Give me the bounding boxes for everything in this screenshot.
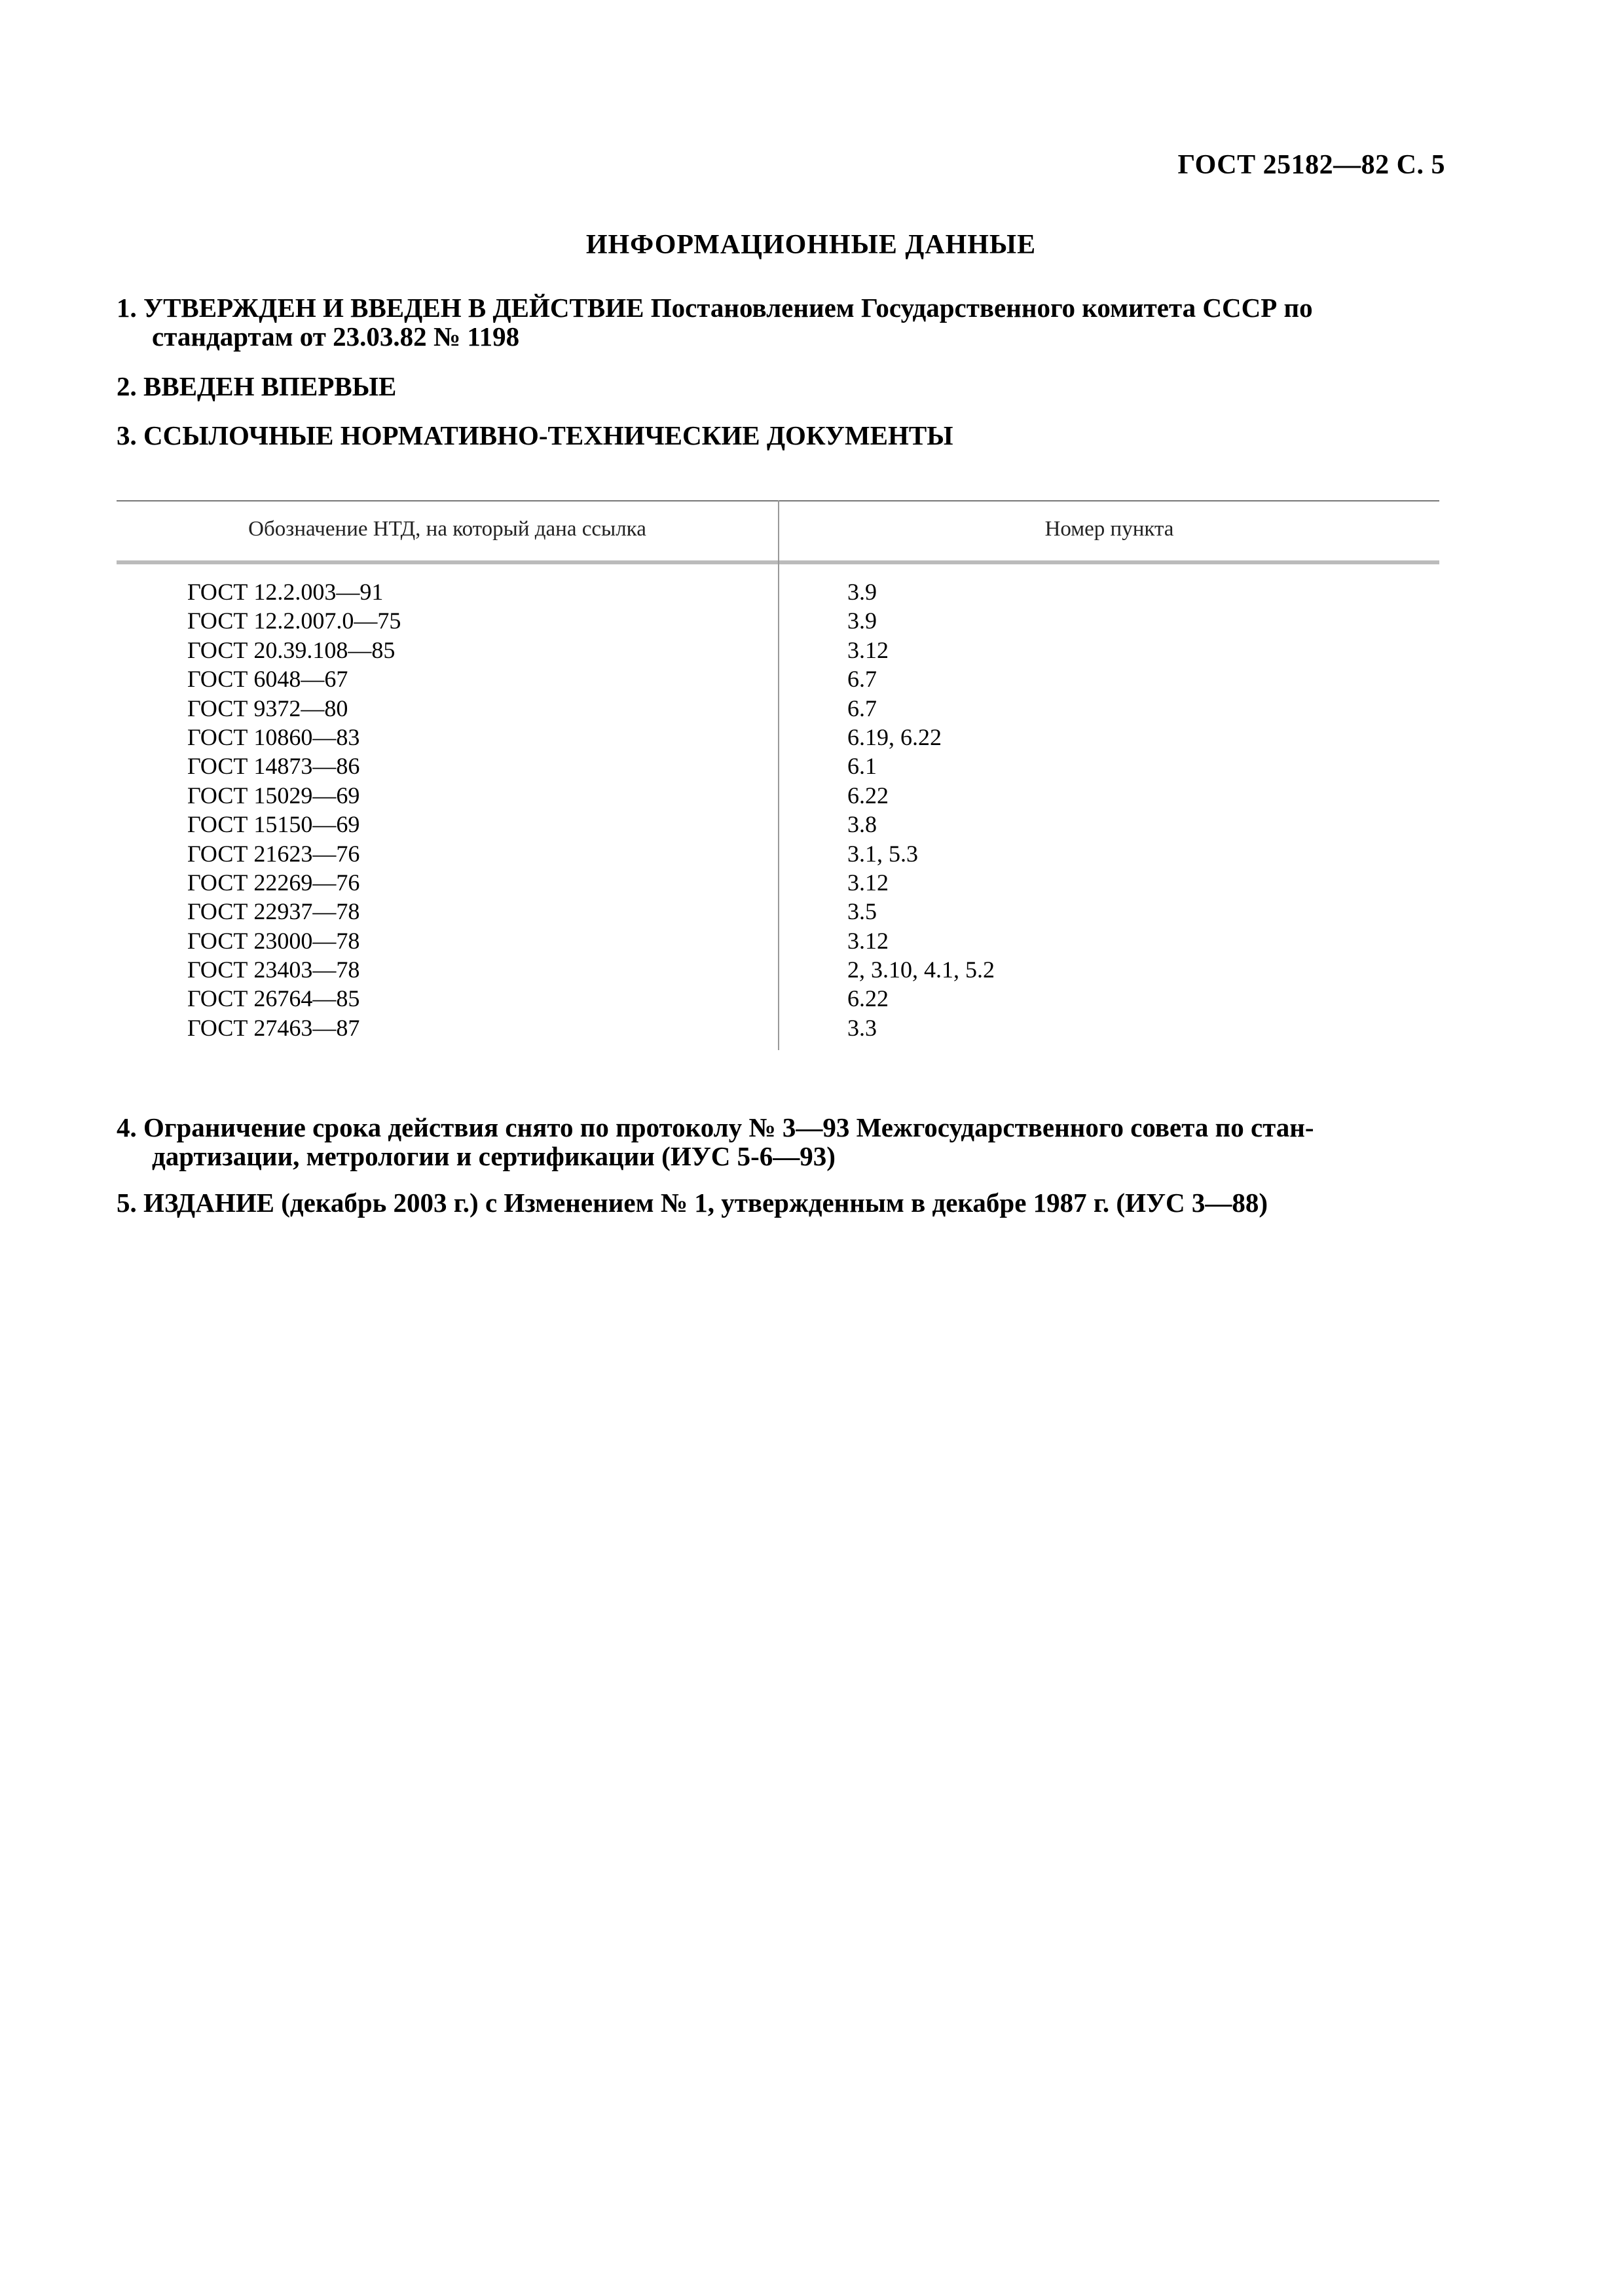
table-row <box>117 926 1439 955</box>
table-header-clause: Номер пункта <box>1044 517 1174 541</box>
table-cell-document: ГОСТ 22937—78 <box>187 898 360 925</box>
table-cell-document: ГОСТ 27463—87 <box>187 1014 360 1041</box>
table-cell-document: ГОСТ 14873—86 <box>187 753 360 780</box>
table-cell-clause: 3.12 <box>847 636 889 663</box>
table-cell-clause: 6.22 <box>847 985 889 1012</box>
table-cell-clause: 3.8 <box>847 811 877 838</box>
item-text-line1: ИЗДАНИЕ (декабрь 2003 г.) с Изменением № 1, утвержденным в декабре 1987 г. (ИУС 3—88) <box>143 1188 1268 1218</box>
table-row <box>117 781 1439 810</box>
table-row <box>117 868 1439 897</box>
table-cell-document: ГОСТ 23403—78 <box>187 957 360 983</box>
table-cell-clause: 6.7 <box>847 666 877 693</box>
page-title: ИНФОРМАЦИОННЫЕ ДАННЫЕ <box>585 230 1037 260</box>
item-number: 1. <box>117 293 137 323</box>
table-cell-document: ГОСТ 23000—78 <box>187 927 360 954</box>
table-row <box>117 606 1439 635</box>
table-header-document: Обозначение НТД, на который дана ссылка <box>248 517 646 541</box>
references-table <box>117 500 1439 1050</box>
table-row <box>117 665 1439 693</box>
item-lead: УТВЕРЖДЕН И ВВЕДЕН В ДЕЙСТВИЕ <box>143 293 644 323</box>
item-text-line2: стандартам от 23.03.82 № 1198 <box>152 321 520 352</box>
table-cell-clause: 3.5 <box>847 898 877 925</box>
page-header: ГОСТ 25182—82 С. 5 <box>1177 150 1445 180</box>
item-text-line1: Ограничение срока действия снято по протоколу № 3—93 Межгосударственного совета по стан- <box>143 1112 1314 1142</box>
table-row <box>117 984 1439 1013</box>
table-cell-document: ГОСТ 26764—85 <box>187 985 360 1012</box>
table-row <box>117 752 1439 780</box>
table-row <box>117 1013 1439 1042</box>
table-cell-document: ГОСТ 9372—80 <box>187 695 348 721</box>
table-cell-clause: 6.7 <box>847 695 877 721</box>
item-number: 5. <box>117 1188 137 1218</box>
table-cell-clause: 6.22 <box>847 782 889 809</box>
table-cell-clause: 3.12 <box>847 869 889 896</box>
info-item-5 <box>117 1188 1439 1217</box>
table-cell-document: ГОСТ 10860—83 <box>187 723 360 750</box>
item-number: 3. <box>117 420 137 450</box>
table-row <box>117 839 1439 868</box>
info-item-3 <box>117 421 1439 450</box>
info-item-2 <box>117 372 1439 401</box>
table-cell-clause: 6.19, 6.22 <box>847 723 942 750</box>
table-row <box>117 955 1439 984</box>
table-cell-clause: 2, 3.10, 4.1, 5.2 <box>847 957 995 983</box>
item-text-line2: дартизации, метрологии и сертификации (ИУС 5-6—93) <box>152 1141 836 1171</box>
table-cell-document: ГОСТ 15029—69 <box>187 782 360 809</box>
table-cell-clause: 3.1, 5.3 <box>847 840 918 867</box>
table-cell-document: ГОСТ 21623—76 <box>187 840 360 867</box>
table-row <box>117 577 1439 606</box>
table-cell-clause: 6.1 <box>847 753 877 780</box>
item-number: 2. <box>117 371 137 401</box>
table-row <box>117 694 1439 723</box>
table-cell-document: ГОСТ 15150—69 <box>187 811 360 838</box>
table-row <box>117 810 1439 839</box>
item-text-line1: Постановлением Государственного комитета СССР по <box>644 293 1313 323</box>
table-cell-document: ГОСТ 20.39.108—85 <box>187 636 396 663</box>
table-cell-document: ГОСТ 22269—76 <box>187 869 360 896</box>
table-cell-document: ГОСТ 6048—67 <box>187 666 348 693</box>
table-cell-clause: 3.12 <box>847 927 889 954</box>
table-cell-document: ГОСТ 12.2.007.0—75 <box>187 608 401 634</box>
table-cell-clause: 3.3 <box>847 1014 877 1041</box>
item-number: 4. <box>117 1112 137 1142</box>
table-row <box>117 897 1439 926</box>
info-item-4 <box>117 1113 1439 1171</box>
item-lead: ССЫЛОЧНЫЕ НОРМАТИВНО-ТЕХНИЧЕСКИЕ ДОКУМЕНТЫ <box>143 420 953 450</box>
table-row <box>117 636 1439 665</box>
info-item-1 <box>117 293 1439 351</box>
table-cell-clause: 3.9 <box>847 608 877 634</box>
table-body <box>117 577 1439 1042</box>
item-lead: ВВЕДЕН ВПЕРВЫЕ <box>143 371 397 401</box>
table-cell-clause: 3.9 <box>847 579 877 605</box>
table-cell-document: ГОСТ 12.2.003—91 <box>187 579 384 605</box>
table-row <box>117 723 1439 752</box>
